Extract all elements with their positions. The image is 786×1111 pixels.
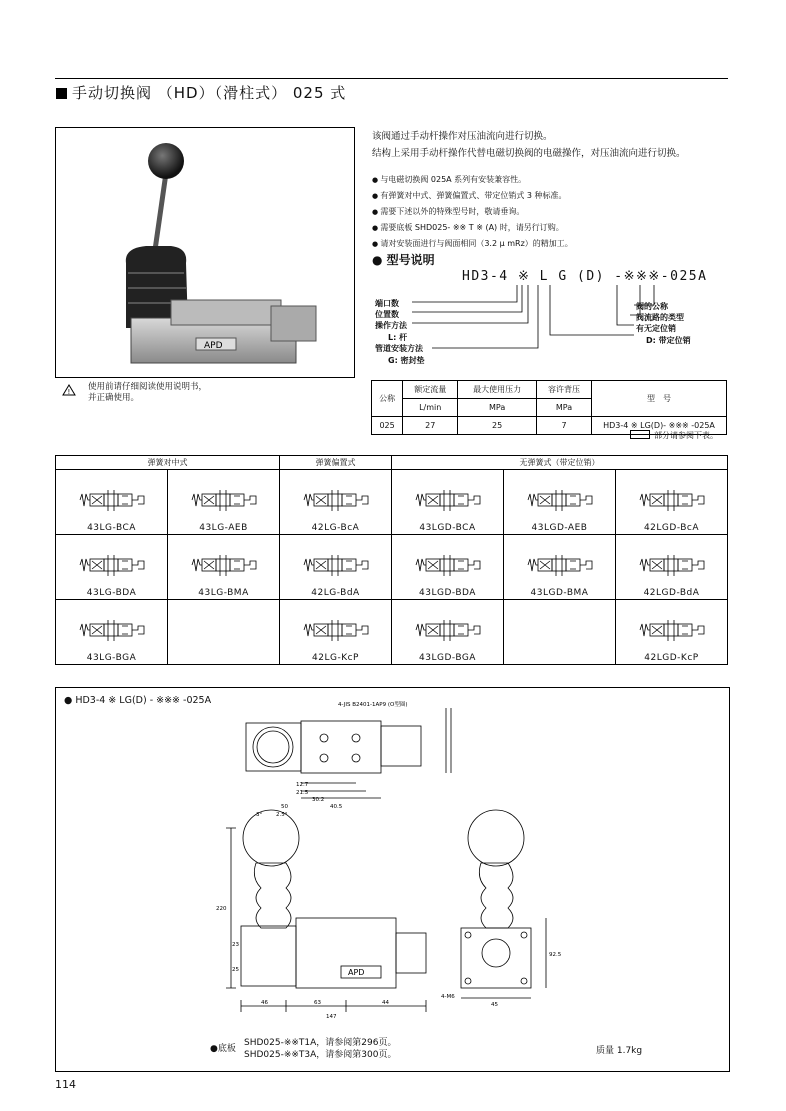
symbol-label: 43LGD-BMA: [530, 588, 589, 598]
symbol-cell: [392, 470, 504, 535]
bullet-icon: ●: [64, 695, 76, 706]
symbol-label: 42LGD-BcA: [643, 523, 700, 533]
spec-table: [371, 380, 727, 435]
symbol-label: 43LGD-BGA: [419, 653, 476, 663]
symbol-label: 43LG-BCA: [87, 523, 136, 533]
label-lever: L: 杆: [388, 333, 408, 342]
symbol-cell: [392, 600, 504, 665]
subplate-line: SHD025-※※T1A，请参阅第296页。: [244, 1038, 397, 1048]
hydraulic-symbol-icon: [520, 480, 600, 520]
spec-cell: 27: [403, 417, 458, 435]
subplate-line: SHD025-※※T3A，请参阅第300页。: [244, 1050, 397, 1060]
svg-text:4-M6: 4-M6: [441, 994, 455, 1000]
symbol-cell: [280, 535, 392, 600]
symbol-cell: [280, 470, 392, 535]
spec-unit: MPa: [536, 399, 591, 417]
symbol-cell-inner: [392, 600, 503, 664]
symbol-cell-inner: [56, 535, 167, 599]
spec-cell: HD3-4 ※ LG(D)- ※※※ -025A: [592, 417, 727, 435]
hydraulic-symbol-icon: [72, 610, 152, 650]
symbol-cell: [616, 470, 728, 535]
symbol-group-row: [56, 456, 728, 470]
model-code: HD3-4 ※ L G (D) -※※※-025A: [462, 269, 708, 284]
symbol-cell: [616, 535, 728, 600]
spec-header-row: [372, 381, 727, 399]
symbol-cell-inner: [168, 470, 279, 534]
symbol-cell: [392, 535, 504, 600]
symbol-cell-inner: [56, 470, 167, 534]
hydraulic-symbol-icon: [632, 545, 712, 585]
symbol-cell-inner: [280, 600, 391, 664]
symbol-label: 43LG-BMA: [198, 588, 249, 598]
description-line-1: 该阀通过手动杆操作对压油流向进行切换。: [372, 131, 553, 142]
label-detent: 有无定位销: [636, 324, 676, 333]
warning-text: [88, 382, 207, 404]
svg-text:3°: 3°: [256, 812, 263, 818]
feature-item: ● 与电磁切换阀 025A 系列有安装兼容性。: [372, 172, 573, 188]
symbol-cell-inner: [392, 535, 503, 599]
label-piping: 管道安装方法: [375, 344, 423, 353]
svg-text:92.5: 92.5: [549, 952, 562, 958]
symbol-cell-inner: [616, 470, 727, 534]
symbol-cell: [56, 470, 168, 535]
symbol-label: 43LGD-BDA: [419, 588, 476, 598]
feature-item: ● 需要底板 SHD025- ※※ T ※ (A) 时，请另行订购。: [372, 220, 573, 236]
label-flow-type: 阀流路的类型: [636, 313, 684, 322]
svg-text:147: 147: [326, 1014, 337, 1020]
symbol-label: 43LG-BGA: [86, 653, 137, 663]
svg-text:23: 23: [232, 942, 239, 948]
symbol-row: [56, 535, 728, 600]
svg-text:63: 63: [314, 1000, 321, 1006]
spec-cell: 7: [536, 417, 591, 435]
feature-item: ● 请对安装面进行与阀面相同（3.2 μ mRz）的精加工。: [372, 236, 573, 252]
note-box-icon: [630, 430, 650, 439]
hydraulic-symbol-icon: [520, 545, 600, 585]
symbol-cell-inner: [280, 535, 391, 599]
drawing-title-text: HD3-4 ※ LG(D) - ※※※ -025A: [75, 695, 212, 706]
symbol-group-header: 弹簧偏置式: [280, 456, 392, 470]
label-operation: 操作方法: [375, 321, 407, 330]
svg-text:40.5: 40.5: [330, 804, 343, 810]
hydraulic-symbol-icon: [408, 545, 488, 585]
svg-text:12.7: 12.7: [296, 782, 309, 788]
spec-header: 最大使用压力: [458, 381, 537, 399]
symbol-group-header: 无弹簧式（带定位销）: [392, 456, 728, 470]
page-title: [56, 82, 346, 103]
spec-cell: 25: [458, 417, 537, 435]
symbol-cell-inner: [504, 470, 615, 534]
symbol-row: [56, 600, 728, 665]
product-photo: [55, 127, 355, 378]
hydraulic-symbol-icon: [408, 610, 488, 650]
symbol-cell: [504, 600, 616, 665]
label-nominal: 阀的公称: [636, 302, 668, 311]
page-number: 114: [55, 1078, 76, 1091]
symbol-cell-inner: [280, 470, 391, 534]
svg-text:50: 50: [281, 804, 288, 810]
svg-text:APD: APD: [204, 341, 223, 351]
symbol-cell: [168, 535, 280, 600]
symbol-cell-inner: [168, 535, 279, 599]
spec-unit: MPa: [458, 399, 537, 417]
spec-header: 型 号: [592, 381, 727, 417]
hydraulic-symbol-icon: [296, 480, 376, 520]
feature-item: ● 需要下述以外的特殊型号时，敬请垂询。: [372, 204, 573, 220]
svg-text:45: 45: [491, 1002, 498, 1008]
description: [372, 128, 686, 162]
hydraulic-symbol-icon: [184, 480, 264, 520]
label-ports: 端口数: [375, 299, 399, 308]
symbol-group-header: 弹簧对中式: [56, 456, 280, 470]
symbol-cell-inner: [392, 470, 503, 534]
symbol-label: 43LGD-BCA: [419, 523, 476, 533]
symbol-cell-inner: [616, 535, 727, 599]
symbol-cell: [504, 535, 616, 600]
symbol-table: [55, 455, 728, 665]
symbol-cell: [280, 600, 392, 665]
note-ref-text: 部分请参阅下表。: [654, 431, 718, 440]
warning-line-2: 并正确使用。: [88, 393, 140, 403]
symbol-cell: [168, 470, 280, 535]
hydraulic-symbol-icon: [72, 480, 152, 520]
svg-text:30.2: 30.2: [312, 797, 325, 803]
valve-photo-icon: [56, 128, 354, 377]
model-heading: ● 型号说明: [372, 253, 435, 267]
symbol-label: 42LG-BcA: [311, 523, 360, 533]
svg-text:25: 25: [232, 967, 239, 973]
svg-text:APD: APD: [348, 968, 365, 977]
symbol-label: 42LGD-BdA: [643, 588, 700, 598]
symbol-cell: [56, 535, 168, 600]
spec-header: 容许背压: [536, 381, 591, 399]
spec-unit: L/min: [403, 399, 458, 417]
symbol-row: [56, 470, 728, 535]
symbol-cell: [56, 600, 168, 665]
spec-header: 额定流量: [403, 381, 458, 399]
label-gasket: G: 密封垫: [388, 356, 425, 365]
feature-item: ● 有弹簧对中式、弹簧偏置式、带定位销式 3 种标准。: [372, 188, 573, 204]
title-square-icon: [56, 88, 67, 99]
symbol-cell: [504, 470, 616, 535]
spec-header: 公称: [372, 381, 403, 417]
symbol-label: 42LG-KcP: [312, 653, 359, 663]
drawing-title: [64, 695, 211, 706]
dimension-drawing-icon: [56, 688, 729, 1071]
symbol-label: 43LGD-AEB: [531, 523, 588, 533]
feature-list: [372, 172, 573, 252]
symbol-cell: [616, 600, 728, 665]
symbol-cell-inner: [616, 600, 727, 664]
subplate-label: ●底板: [210, 1044, 236, 1054]
symbol-cell: [168, 600, 280, 665]
note-ref: [630, 430, 718, 441]
svg-text:46: 46: [261, 1000, 268, 1006]
svg-text:4-JIS B2401-1AP9 (O型圈): 4-JIS B2401-1AP9 (O型圈): [338, 702, 408, 708]
svg-text:!: !: [67, 388, 71, 396]
description-line-2: 结构上采用手动杆操作代替电磁切换阀的电磁操作，对压油流向进行切换。: [372, 148, 686, 159]
symbol-cell-inner: [504, 535, 615, 599]
hydraulic-symbol-icon: [184, 545, 264, 585]
svg-text:2.5°: 2.5°: [276, 812, 288, 818]
symbol-label: 43LG-BDA: [86, 588, 137, 598]
dimension-drawing: [55, 687, 730, 1072]
symbol-label: 43LG-AEB: [199, 523, 248, 533]
symbol-label: 42LGD-KcP: [644, 653, 699, 663]
label-detent-d: D: 带定位销: [646, 336, 691, 345]
page-title-text: 手动切换阀 （HD）（滑柱式） 025 式: [72, 84, 347, 102]
symbol-label: 42LG-BdA: [311, 588, 360, 598]
hydraulic-symbol-icon: [296, 610, 376, 650]
hydraulic-symbol-icon: [296, 545, 376, 585]
svg-text:220: 220: [216, 906, 227, 912]
hydraulic-symbol-icon: [408, 480, 488, 520]
subplate-note: [210, 1037, 396, 1061]
svg-text:44: 44: [382, 1000, 389, 1006]
warning-line-1: 使用前请仔细阅读使用说明书，: [88, 382, 208, 392]
label-positions: 位置数: [375, 310, 399, 319]
symbol-cell-inner: [56, 600, 167, 664]
warning-triangle-icon: [62, 384, 76, 396]
svg-text:21.5: 21.5: [296, 790, 309, 796]
mass-label: 质量 1.7kg: [596, 1046, 643, 1056]
hydraulic-symbol-icon: [72, 545, 152, 585]
hydraulic-symbol-icon: [632, 480, 712, 520]
hydraulic-symbol-icon: [632, 610, 712, 650]
spec-cell: 025: [372, 417, 403, 435]
